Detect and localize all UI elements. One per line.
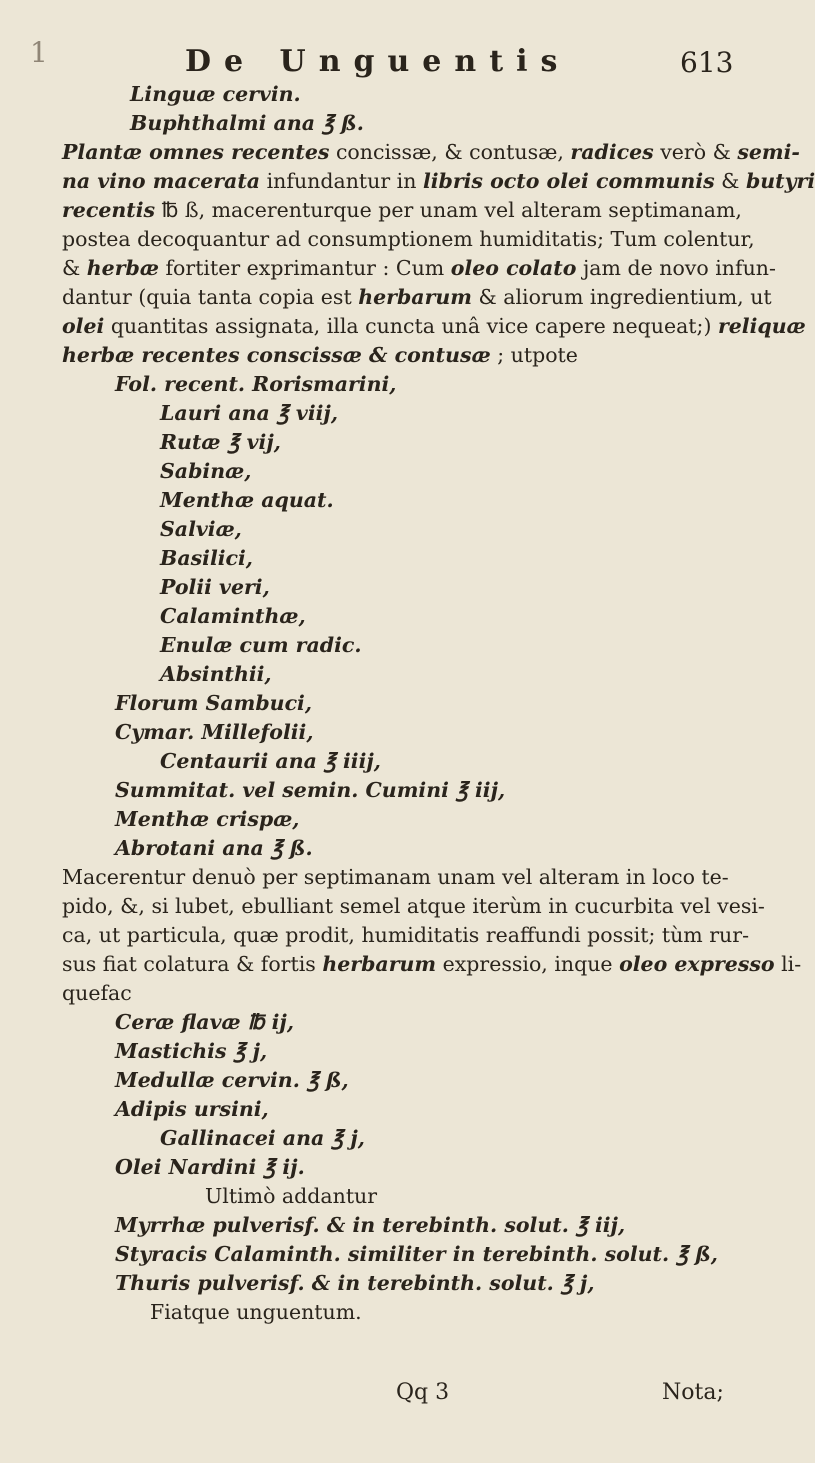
text-line — [150, 1302, 362, 1323]
italic-segment: Enulæ cum radic. — [160, 633, 362, 657]
signature-mark: Qq 3 — [396, 1380, 450, 1405]
text-line — [62, 954, 801, 975]
italic-segment: Olei Nardini ℥ ij. — [115, 1155, 305, 1179]
text-line — [160, 490, 334, 511]
italic-segment: herbarum — [358, 285, 472, 309]
text-line — [160, 403, 338, 424]
roman-segment: li- — [774, 952, 802, 976]
italic-segment: herbarum — [322, 952, 437, 976]
roman-segment: jam de novo infun- — [576, 256, 776, 280]
italic-segment: oleo colato — [450, 256, 577, 280]
text-line — [115, 1215, 625, 1236]
text-line — [160, 1128, 365, 1149]
text-line — [62, 200, 742, 221]
roman-segment: ; utpote — [490, 343, 578, 367]
italic-segment: Buphthalmi ana ℥ ß. — [130, 111, 364, 135]
italic-segment: Florum Sambuci, — [115, 691, 312, 715]
italic-segment: oleo expresso — [619, 952, 775, 976]
text-line — [115, 693, 312, 714]
roman-segment: infundantur in — [260, 169, 423, 193]
italic-segment: radices — [570, 140, 654, 164]
roman-segment: pido, &, si lubet, ebulliant semel atque iterùm in cucurbita vel vesi- — [62, 894, 765, 918]
text-line — [62, 287, 772, 308]
italic-segment: Lauri ana ℥ viij, — [160, 401, 338, 425]
text-line — [115, 780, 505, 801]
italic-segment: herbæ — [86, 256, 159, 280]
text-line — [115, 374, 396, 395]
italic-segment: butyri — [745, 169, 815, 193]
roman-segment: postea decoquantur ad consumptionem humiditatis; Tum colentur, — [62, 227, 755, 251]
italic-segment: Plantæ omnes recentes — [62, 140, 330, 164]
running-head: De Unguentis — [185, 44, 571, 79]
italic-segment: semi- — [737, 140, 800, 164]
text-line — [115, 809, 299, 830]
italic-segment: Summitat. vel semin. Cumini ℥ iij, — [115, 778, 506, 802]
roman-segment: expressio, inque — [436, 952, 620, 976]
text-line — [62, 345, 578, 366]
italic-segment: Fol. recent. Rorismarini, — [115, 372, 397, 396]
italic-segment: Menthæ aquat. — [160, 488, 334, 512]
text-line — [115, 1244, 718, 1265]
roman-segment: verò & — [653, 140, 738, 164]
text-line — [160, 519, 242, 540]
italic-segment: Cymar. Millefolii, — [115, 720, 314, 744]
italic-segment: Salviæ, — [160, 517, 242, 541]
text-line — [130, 113, 364, 134]
text-line — [62, 142, 800, 163]
italic-segment: Absinthii, — [160, 662, 272, 686]
text-line — [62, 316, 806, 337]
italic-segment: Linguæ cervin. — [130, 82, 301, 106]
italic-segment: Abrotani ana ℥ ß. — [115, 836, 313, 860]
text-line — [115, 722, 313, 743]
text-line — [62, 258, 776, 279]
text-line — [205, 1186, 377, 1207]
text-line — [115, 1041, 267, 1062]
text-line — [115, 1273, 595, 1294]
text-line — [115, 1070, 349, 1091]
italic-segment: Sabinæ, — [160, 459, 252, 483]
text-line — [115, 1012, 294, 1033]
italic-segment: Mastichis ℥ j, — [115, 1039, 268, 1063]
text-line — [160, 751, 381, 772]
italic-segment: Myrrhæ pulverisf. & in terebinth. solut. ℥ iij, — [115, 1213, 626, 1237]
italic-segment: Calaminthæ, — [160, 604, 306, 628]
roman-segment: quefac — [62, 981, 132, 1005]
roman-segment: Fiatque unguentum. — [150, 1300, 362, 1324]
text-line — [62, 867, 729, 888]
italic-segment: Polii veri, — [160, 575, 270, 599]
italic-segment: na vino macerata — [62, 169, 261, 193]
page-number: 613 — [680, 46, 734, 79]
italic-segment: olei — [62, 314, 105, 338]
text-line — [115, 838, 313, 859]
catchword: Nota; — [662, 1380, 724, 1405]
text-line — [160, 606, 306, 627]
roman-segment: ℔ ß, macerenturque per unam vel alteram septimanam, — [155, 198, 742, 222]
text-line — [160, 432, 281, 453]
text-line — [160, 548, 253, 569]
italic-segment: Ceræ flavæ ℔ ij, — [115, 1010, 294, 1034]
margin-mark: 1 — [30, 36, 48, 69]
text-line — [62, 229, 755, 250]
text-line — [160, 461, 251, 482]
roman-segment: & aliorum ingredientium, ut — [471, 285, 772, 309]
roman-segment: & — [62, 256, 87, 280]
text-line — [62, 983, 132, 1004]
text-line — [160, 635, 362, 656]
text-line — [62, 925, 749, 946]
italic-segment: Rutæ ℥ vij, — [160, 430, 281, 454]
roman-segment: Ultimò addantur — [205, 1184, 378, 1208]
text-line — [130, 84, 301, 105]
roman-segment: fortiter exprimantur : Cum — [158, 256, 451, 280]
text-line — [115, 1099, 269, 1120]
italic-segment: Medullæ cervin. ℥ ß, — [115, 1068, 349, 1092]
text-line — [62, 896, 765, 917]
roman-segment: quantitas assignata, illa cuncta unâ vice capere nequeat;) — [104, 314, 718, 338]
roman-segment: & — [714, 169, 746, 193]
roman-segment: dantur (quia tanta copia est — [62, 285, 359, 309]
text-line — [62, 171, 815, 192]
roman-segment: ca, ut particula, quæ prodit, humiditatis reaffundi possit; tùm rur- — [62, 923, 749, 947]
italic-segment: Adipis ursini, — [115, 1097, 269, 1121]
italic-segment: Gallinacei ana ℥ j, — [160, 1126, 365, 1150]
italic-segment: Styracis Calaminth. similiter in terebinth. solut. ℥ ß, — [115, 1242, 718, 1266]
text-line — [160, 664, 272, 685]
italic-segment: reliquæ — [717, 314, 806, 338]
roman-segment: concissæ, & contusæ, — [329, 140, 571, 164]
roman-segment: sus fiat colatura & fortis — [62, 952, 323, 976]
italic-segment: herbæ recentes conscissæ & contusæ — [62, 343, 491, 367]
text-line — [115, 1157, 305, 1178]
italic-segment: Basilici, — [160, 546, 253, 570]
roman-segment: Macerentur denuò per septimanam unam vel alteram in loco te- — [62, 865, 729, 889]
italic-segment: recentis — [62, 198, 156, 222]
italic-segment: Centaurii ana ℥ iiij, — [160, 749, 381, 773]
text-line — [160, 577, 270, 598]
italic-segment: Menthæ crispæ, — [115, 807, 300, 831]
italic-segment: libris octo olei communis — [422, 169, 715, 193]
italic-segment: Thuris pulverisf. & in terebinth. solut. ℥ j, — [115, 1271, 595, 1295]
